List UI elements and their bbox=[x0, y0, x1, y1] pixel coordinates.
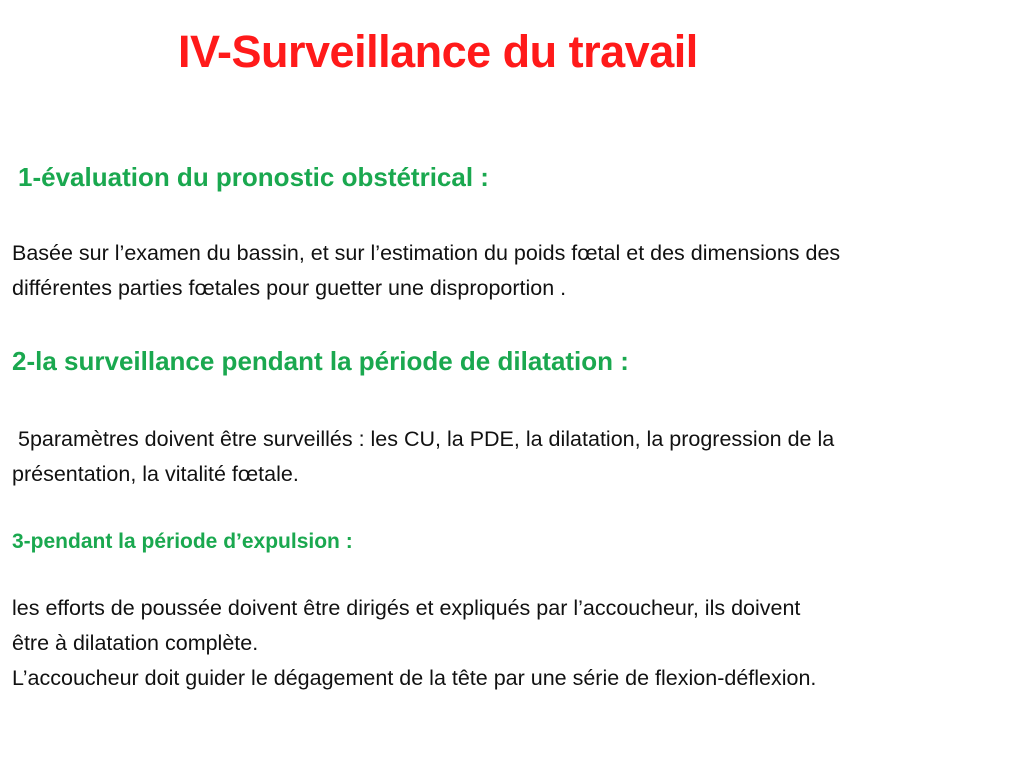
section-3-text bbox=[12, 591, 1014, 696]
section-3-line-2: être à dilatation complète. bbox=[12, 631, 259, 655]
section-1-text bbox=[12, 236, 1014, 306]
section-1-line-2: différentes parties fœtales pour guetter une disproportion . bbox=[12, 276, 567, 300]
section-3-line-3: L’accoucheur doit guider le dégagement de la tête par une série de flexion-déflexion. bbox=[12, 666, 817, 690]
section-3-heading: 3-pendant la période d’expulsion : bbox=[12, 530, 353, 553]
section-2-text bbox=[12, 422, 1014, 492]
section-1-heading: 1-évaluation du pronostic obstétrical : bbox=[18, 162, 489, 192]
section-2-line-1: 5paramètres doivent être surveillés : les CU, la PDE, la dilatation, la progression de la bbox=[18, 427, 835, 451]
section-3-line-1: les efforts de poussée doivent être dirigés et expliqués par l’accoucheur, ils doivent bbox=[12, 596, 801, 620]
section-2-heading: 2-la surveillance pendant la période de dilatation : bbox=[12, 346, 629, 376]
slide-title: IV-Surveillance du travail bbox=[178, 26, 698, 77]
section-1-line-1: Basée sur l’examen du bassin, et sur l’estimation du poids fœtal et des dimensions des bbox=[12, 241, 841, 265]
section-2-line-2: présentation, la vitalité fœtale. bbox=[12, 462, 299, 486]
